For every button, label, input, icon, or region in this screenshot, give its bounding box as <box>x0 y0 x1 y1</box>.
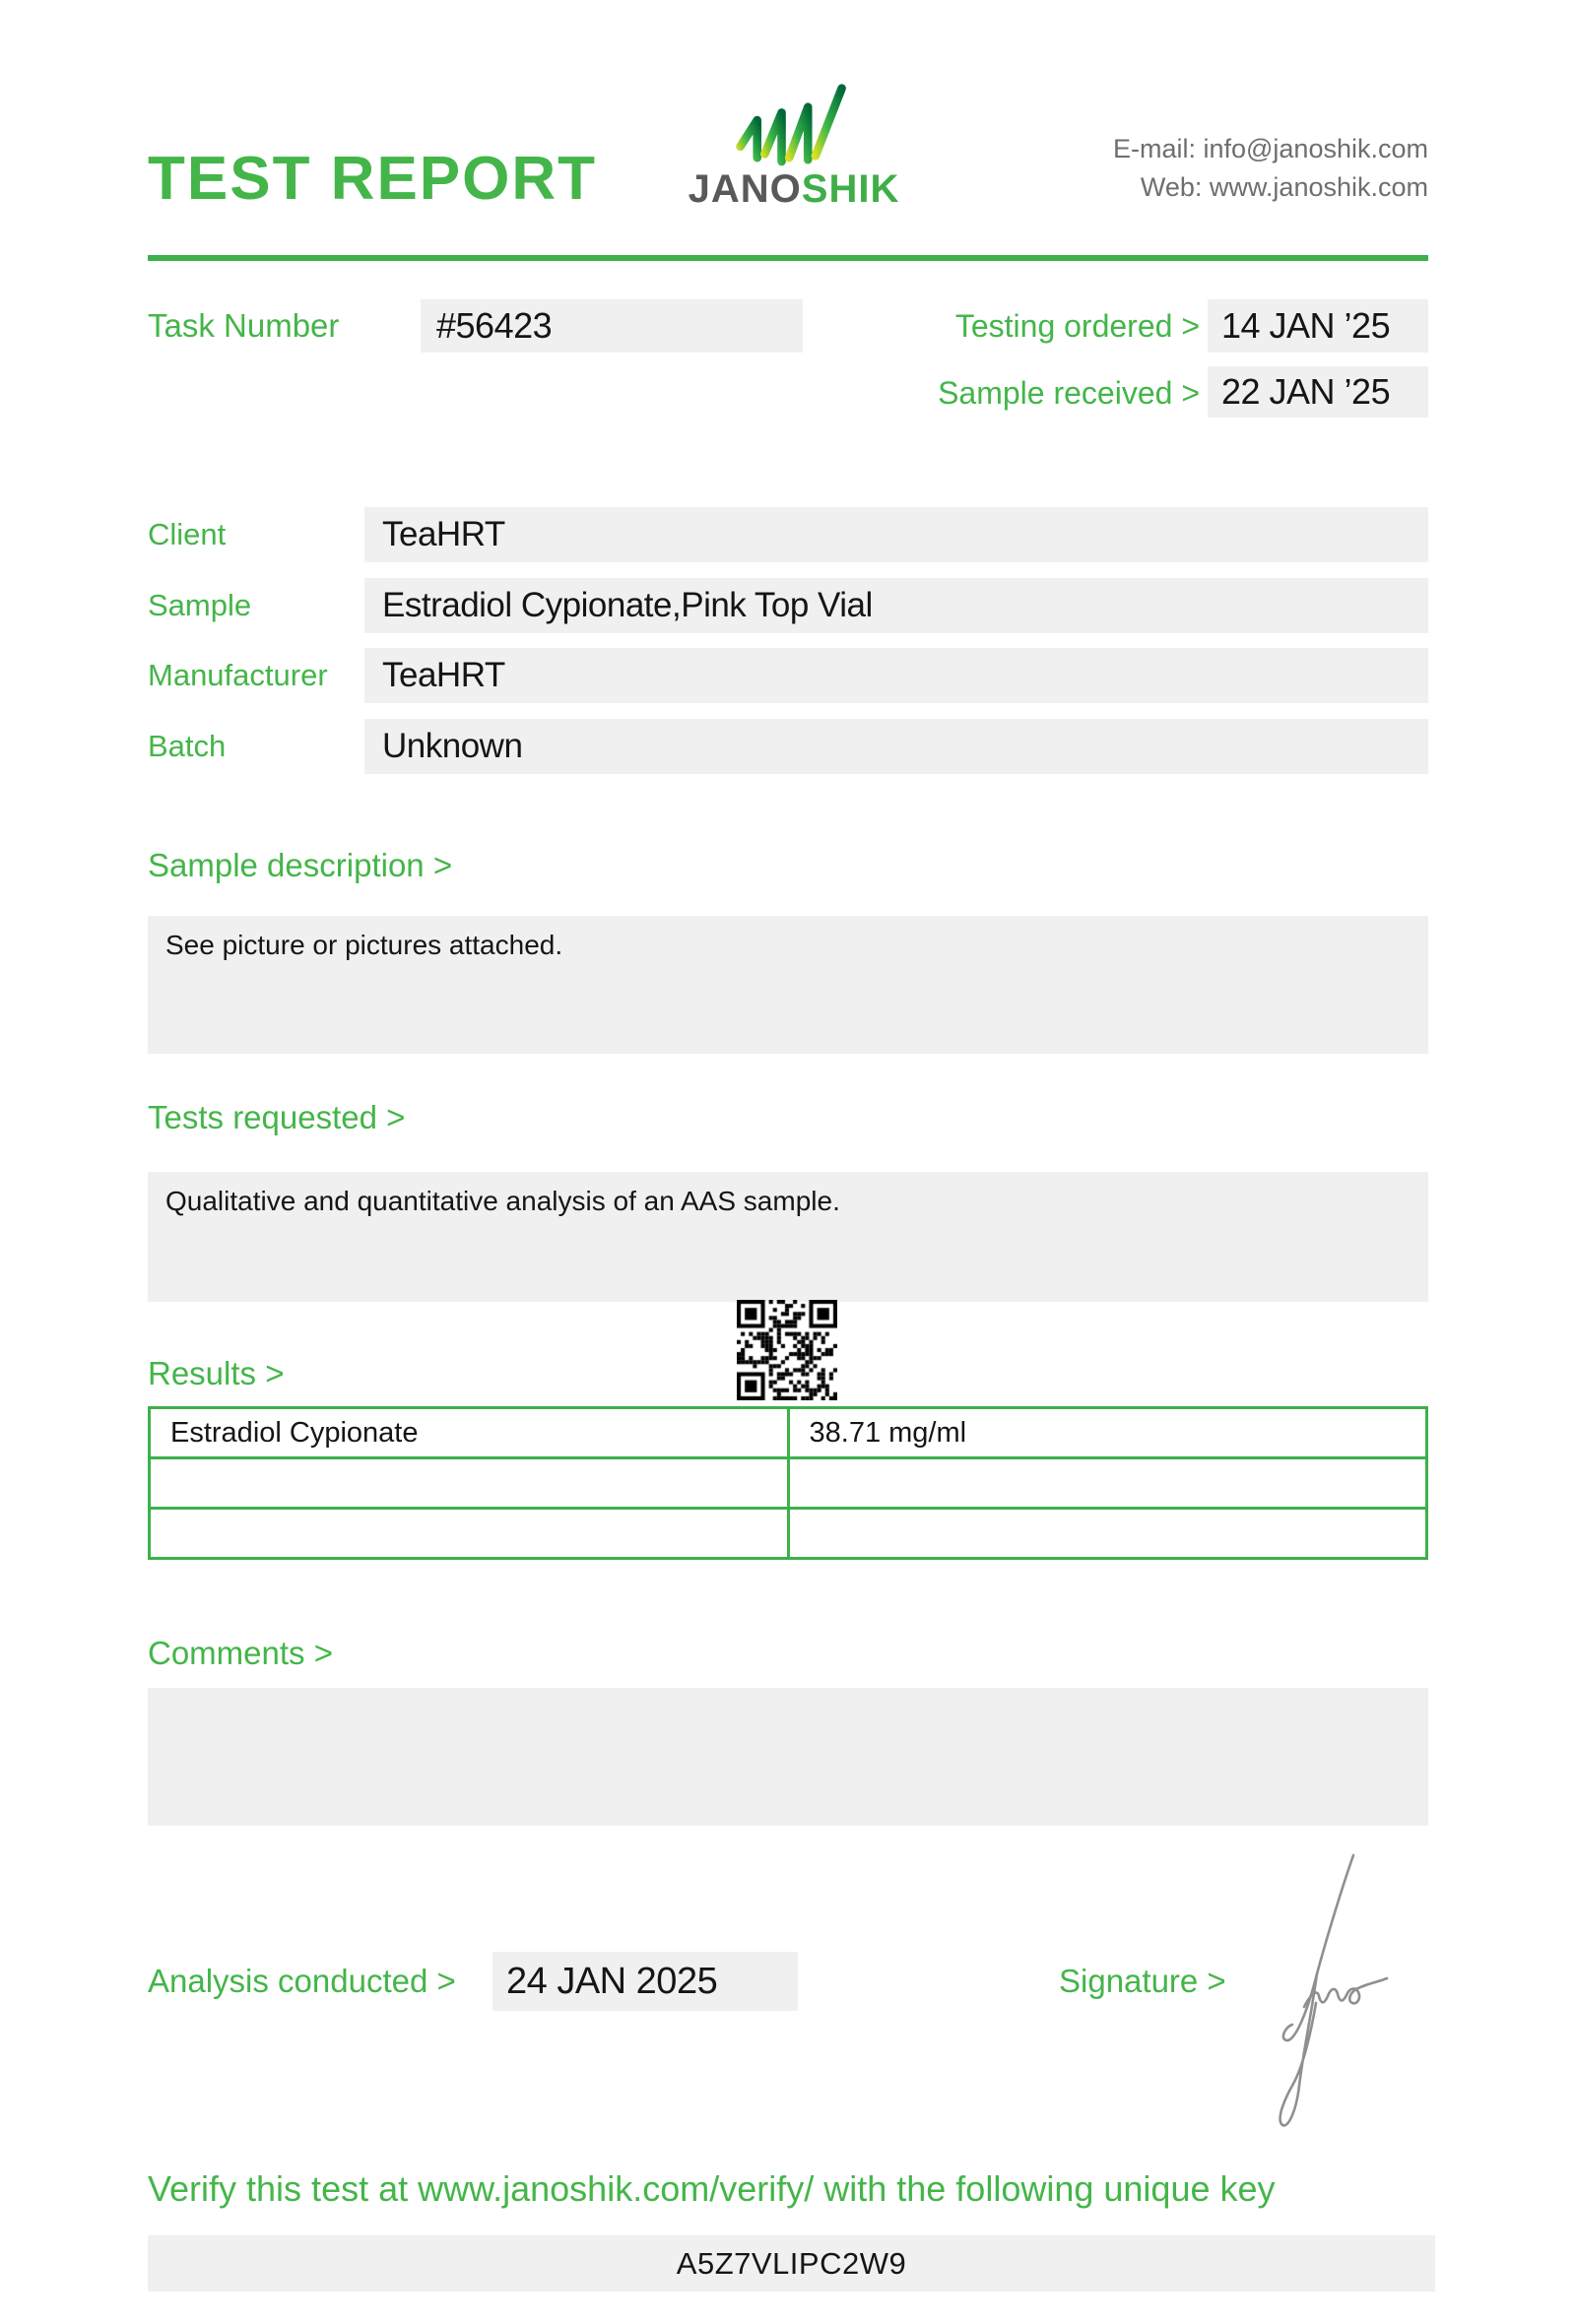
contact-info <box>1113 130 1428 207</box>
result-value-empty <box>788 1458 1427 1509</box>
trend-chart-icon <box>731 75 853 169</box>
batch-label: Batch <box>148 729 227 763</box>
logo-wordmark <box>684 167 904 212</box>
sample-received-label: Sample received > <box>938 375 1200 411</box>
verify-key: A5Z7VLIPC2W9 <box>148 2235 1435 2292</box>
page-title: TEST REPORT <box>148 145 598 213</box>
comments-heading: Comments > <box>148 1635 333 1671</box>
testing-ordered-value: 14 JAN ’25 <box>1208 299 1428 353</box>
logo-text-jano: JANO <box>688 167 802 211</box>
sample-value: Estradiol Cypionate,Pink Top Vial <box>364 578 1428 633</box>
manufacturer-label: Manufacturer <box>148 658 328 692</box>
result-value: 38.71 mg/ml <box>788 1408 1427 1458</box>
comments-box <box>148 1688 1428 1826</box>
table-row <box>150 1408 1427 1458</box>
result-substance-empty <box>150 1509 789 1559</box>
logo-text-shik: SHIK <box>801 167 900 211</box>
table-row <box>150 1458 1427 1509</box>
qr-code <box>737 1300 837 1400</box>
sample-description-box: See picture or pictures attached. <box>148 916 1428 1054</box>
tests-requested-box: Qualitative and quantitative analysis of an AAS sample. <box>148 1172 1428 1302</box>
results-table <box>148 1406 1428 1560</box>
result-substance: Estradiol Cypionate <box>150 1408 789 1458</box>
verify-instruction: Verify this test at www.janoshik.com/verify/ with the following unique key <box>148 2168 1276 2209</box>
sample-received-value: 22 JAN ’25 <box>1208 366 1428 418</box>
sample-label: Sample <box>148 588 252 622</box>
table-row <box>150 1509 1427 1559</box>
task-number-label: Task Number <box>148 307 340 344</box>
manufacturer-value: TeaHRT <box>364 648 1428 703</box>
result-value-empty <box>788 1509 1427 1559</box>
contact-email: E-mail: info@janoshik.com <box>1112 134 1428 163</box>
batch-value: Unknown <box>364 719 1428 774</box>
signature-label: Signature > <box>1059 1963 1226 1999</box>
analysis-conducted-label: Analysis conducted > <box>148 1963 456 1999</box>
analysis-date-value: 24 JAN 2025 <box>492 1952 798 2011</box>
header-divider <box>148 255 1428 261</box>
client-label: Client <box>148 517 227 551</box>
task-number-value: #56423 <box>421 299 803 353</box>
result-substance-empty <box>150 1458 789 1509</box>
client-value: TeaHRT <box>364 507 1428 562</box>
results-heading: Results > <box>148 1355 285 1391</box>
sample-description-heading: Sample description > <box>148 847 453 883</box>
contact-web: Web: www.janoshik.com <box>1140 172 1428 202</box>
tests-requested-heading: Tests requested > <box>148 1099 406 1135</box>
handwritten-signature <box>1271 1849 1413 2140</box>
testing-ordered-label: Testing ordered > <box>954 308 1200 344</box>
